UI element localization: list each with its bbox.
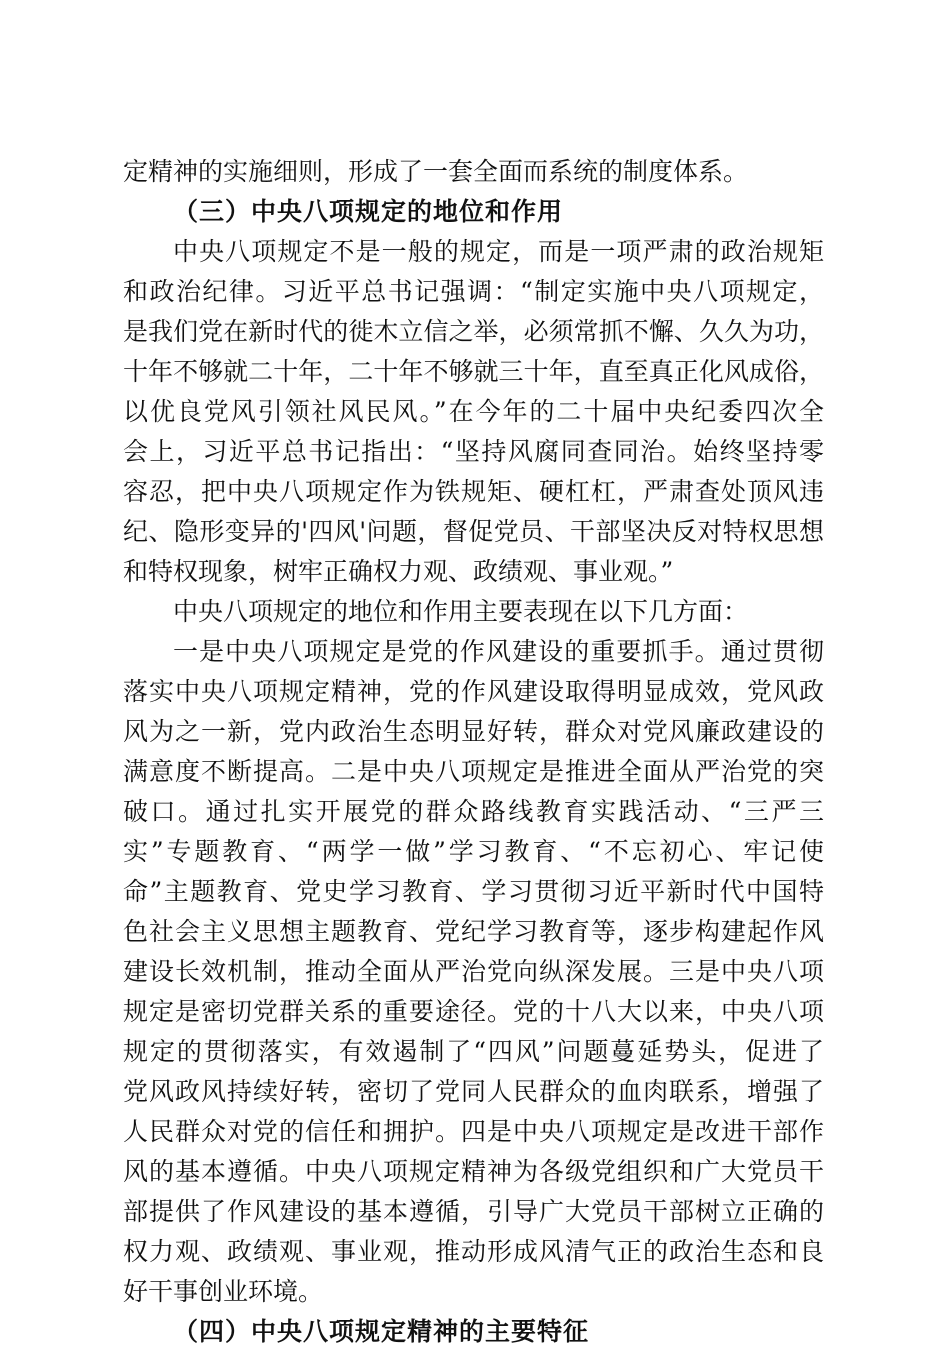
body-text-line: 色社会主义思想主题教育、党纪学习教育等，逐步构建起作风 bbox=[123, 917, 824, 946]
body-text-line: 建设长效机制，推动全面从严治党向纵深发展。三是中央八项 bbox=[123, 957, 824, 986]
body-text-line: 中央八项规定不是一般的规定，而是一项严肃的政治规矩 bbox=[173, 237, 824, 266]
section-heading-four: （四）中央八项规定精神的主要特征 bbox=[173, 1317, 590, 1346]
body-text-line: 人民群众对党的信任和拥护。四是中央八项规定是改进干部作 bbox=[123, 1117, 824, 1146]
body-text-line: 中央八项规定的地位和作用主要表现在以下几方面： bbox=[173, 597, 749, 626]
body-text-line: 风为之一新，党内政治生态明显好转，群众对党风廉政建设的 bbox=[123, 717, 824, 746]
body-text-line: 和政治纪律。习近平总书记强调：“制定实施中央八项规定， bbox=[123, 277, 824, 306]
section-heading-three: （三）中央八项规定的地位和作用 bbox=[173, 197, 564, 226]
body-text-line: 党风政风持续好转，密切了党同人民群众的血肉联系，增强了 bbox=[123, 1077, 824, 1106]
body-text-line: 风的基本遵循。中央八项规定精神为各级党组织和广大党员干 bbox=[123, 1157, 824, 1186]
body-text-line: 权力观、政绩观、事业观，推动形成风清气正的政治生态和良 bbox=[123, 1237, 824, 1266]
body-text-line: 十年不够就二十年，二十年不够就三十年，直至真正化风成俗， bbox=[123, 357, 824, 386]
body-text-line: 规定是密切党群关系的重要途径。党的十八大以来，中央八项 bbox=[123, 997, 824, 1026]
body-text-line: 命”主题教育、党史学习教育、学习贯彻习近平新时代中国特 bbox=[123, 877, 824, 906]
body-text-line: 破口。通过扎实开展党的群众路线教育实践活动、“三严三 bbox=[123, 797, 824, 826]
body-text-line: 实”专题教育、“两学一做”学习教育、“不忘初心、牢记使 bbox=[123, 837, 824, 866]
body-text-line: 部提供了作风建设的基本遵循，引导广大党员干部树立正确的 bbox=[123, 1197, 824, 1226]
body-text-line: 是我们党在新时代的徙木立信之举，必须常抓不懈、久久为功， bbox=[123, 317, 824, 346]
body-text-line: 满意度不断提高。二是中央八项规定是推进全面从严治党的突 bbox=[123, 757, 824, 786]
body-text-line: 好干事创业环境。 bbox=[123, 1277, 324, 1306]
body-text-line: 和特权现象，树牢正确权力观、政绩观、事业观。” bbox=[123, 557, 674, 586]
body-text-line: 定精神的实施细则，形成了一套全面而系统的制度体系。 bbox=[123, 157, 749, 186]
body-text-line: 容忍，把中央八项规定作为铁规矩、硬杠杠，严肃查处顶风违 bbox=[123, 477, 824, 506]
body-text-line: 纪、隐形变异的'四风'问题，督促党员、干部坚决反对特权思想 bbox=[123, 517, 824, 546]
body-text-line: 落实中央八项规定精神，党的作风建设取得明显成效，党风政 bbox=[123, 677, 824, 706]
body-text-line: 以优良党风引领社风民风。”在今年的二十届中央纪委四次全 bbox=[123, 397, 824, 426]
body-text-line: 规定的贯彻落实，有效遏制了“四风”问题蔓延势头，促进了 bbox=[123, 1037, 824, 1066]
body-text-line: 会上，习近平总书记指出：“坚持风腐同查同治。始终坚持零 bbox=[123, 437, 824, 466]
body-text-line: 一是中央八项规定是党的作风建设的重要抓手。通过贯彻 bbox=[173, 637, 824, 666]
